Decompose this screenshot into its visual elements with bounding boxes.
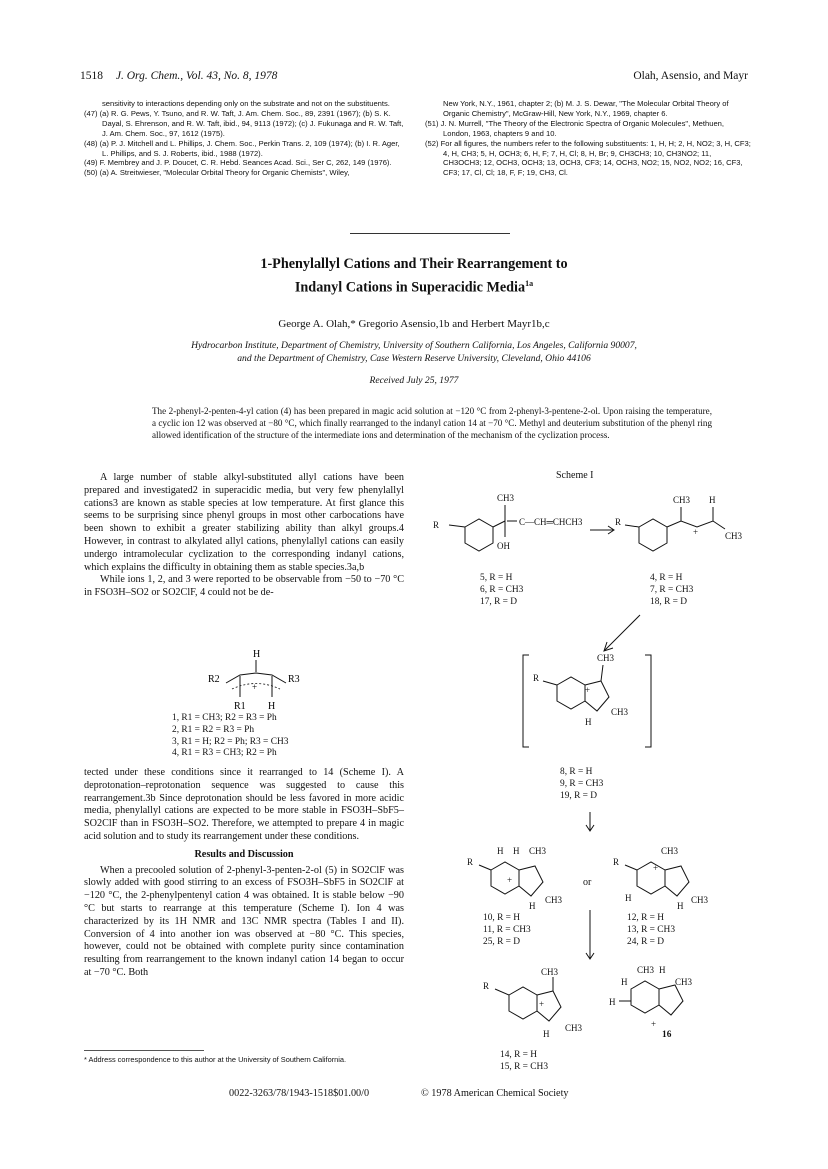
atom-label: CH3 [541, 967, 559, 977]
author-list: George A. Olah,* Gregorio Asensio,1b and Herbert Mayr1b,c [278, 318, 550, 330]
atom-label: H [621, 977, 628, 987]
reference: New York, N.Y., 1961, chapter 2; (b) M. J. S. Dewar, "The Molecular Orbital Theory of Organic Chemistry", McGraw-Hill, New York, N.Y., 1969, chapter 6. [443, 99, 729, 118]
ion-entry: 1, R1 = CH3; R2 = R3 = Ph [172, 713, 277, 723]
atom-label: R1 [234, 701, 246, 712]
footnote-rule [84, 1050, 204, 1051]
page-number: 1518 [80, 70, 103, 82]
atom-label: CH3 [545, 895, 563, 905]
abstract: The 2-phenyl-2-penten-4-yl cation (4) has been prepared in magic acid solution at −120 °C from 2-phenyl-3-pentene-2-ol. Upon raising the temperature, a cyclic ion 12 was observed at −80 °C, which finally rearranged to the indanyl cation 14 at −70 °C. Methyl and deuterium substitution of the phenyl ring allowed identification of the structure of the intermediate ions and determination of the mechanism of the cyclization process. [152, 406, 712, 441]
benzene-ring [557, 677, 585, 709]
compound-label: 18, R = D [650, 596, 688, 607]
reaction-arrow [605, 615, 640, 650]
reference: sensitivity to interactions depending only on the substrate and not on the substituents. [102, 99, 390, 108]
bond [625, 865, 637, 870]
scheme-diagram [425, 485, 755, 1045]
atom-label: R [433, 520, 440, 530]
bond [493, 521, 505, 527]
compound-label: 8, R = H [560, 767, 593, 777]
reference: (48) (a) P. J. Mitchell and L. Phillips, J. Chem. Soc., Perkin Trans. 2, 109 (1974); (b) I. R. Ager, L. Phillips, and S. J. Roberts, ibid., 1988 (1972). [84, 138, 400, 158]
compound-labels-14 [500, 1050, 548, 1074]
compound-labels-4 [650, 573, 693, 608]
correspondence-footnote: * Address correspondence to this author at the University of Southern California. [84, 1055, 347, 1064]
section-heading: Results and Discussion [194, 848, 294, 860]
atom-label: H [625, 893, 632, 903]
compound-label: 14, R = H [500, 1050, 538, 1060]
atom-label: H [268, 701, 276, 712]
atom-label: CH3 [597, 653, 615, 663]
atom-label: CH3 [675, 977, 693, 987]
atom-label: H [609, 997, 616, 1007]
bracket [523, 655, 529, 747]
atom-label: H [709, 495, 716, 505]
allyl-cation-structure [170, 645, 320, 715]
atom-label: H [543, 1029, 550, 1039]
paragraph: While ions 1, 2, and 3 were reported to be observable from −50 to −70 °C in FSO3H–SO2 or SO2ClF, 4 could not be de- [84, 574, 404, 599]
charge: + [252, 682, 258, 692]
atom-label: CH3 [529, 846, 547, 856]
atom-label: OH [497, 541, 510, 551]
six-membered-ring [637, 862, 665, 894]
section-divider [350, 233, 510, 234]
compound-labels-12 [627, 913, 675, 948]
compound-label: 4, R = H [650, 573, 683, 583]
affiliation [0, 340, 828, 365]
reference: (50) (a) A. Streitwieser, "Molecular Orbital Theory for Organic Chemists", Wiley, [84, 168, 350, 178]
five-membered-ring [659, 985, 683, 1015]
compound-labels-10 [483, 913, 531, 948]
compound-label: 5, R = H [480, 573, 513, 583]
compound-label: 17, R = D [480, 596, 518, 607]
compound-label: 11, R = CH3 [483, 924, 531, 935]
atom-label: R [467, 857, 474, 867]
references-right [425, 99, 751, 178]
atom-label: CH3 [725, 531, 743, 541]
ion-entry: 4, R1 = R3 = CH3; R2 = Ph [172, 748, 277, 759]
compound-label: 10, R = H [483, 913, 521, 923]
charge: + [653, 863, 659, 873]
atom-label: H [253, 649, 261, 660]
or-label: or [583, 877, 592, 888]
ion-entry: 2, R1 = R2 = R3 = Ph [172, 724, 255, 735]
six-membered-ring [631, 981, 659, 1013]
compound-label: 9, R = CH3 [560, 778, 604, 789]
atom-label: H [513, 846, 520, 856]
atom-label: CH3 [611, 707, 629, 717]
reference: (49) F. Membrey and J. P. Doucet, C. R. Hebd. Seances Acad. Sci., Ser C, 262, 149 (1976). [84, 158, 392, 168]
atom-label: CH3 [565, 1023, 583, 1033]
atom-label: C—CH═CHCH3 [519, 517, 583, 527]
atom-label: H [677, 901, 684, 911]
atom-label: CH3 [497, 493, 515, 503]
bond [479, 865, 491, 870]
journal-citation: J. Org. Chem., Vol. 43, No. 8, 1978 [115, 70, 278, 82]
atom-label: R [483, 981, 490, 991]
reference: (47) (a) R. G. Pews, Y. Tsuno, and R. W. Taft, J. Am. Chem. Soc., 89, 2391 (1967); (b) S. K. Dayal, S. Ehrenson, and R. W. Taft, ibid., 94, 9113 (1972); (c) J. Fukunaga and R. W. Taft, J. Am. Chem. Soc., 97, 1612 (1975). [84, 108, 404, 138]
five-membered-ring [519, 866, 543, 896]
running-header-left [80, 70, 277, 82]
compound-label: 25, R = D [483, 936, 521, 947]
charge: + [651, 1019, 657, 1029]
atom-label: H [497, 846, 504, 856]
running-header-authors: Olah, Asensio, and Mayr [633, 70, 748, 82]
compound-label: 12, R = H [627, 913, 665, 923]
charge: + [693, 527, 699, 537]
article-code: 0022-3263/78/1943-1518$01.00/0 [229, 1088, 370, 1099]
ion-entry: 3, R1 = H; R2 = Ph; R3 = CH3 [172, 736, 289, 747]
atom-label: R2 [208, 674, 220, 685]
atom-label: H [659, 965, 666, 975]
atom-label: H [529, 901, 536, 911]
bond [625, 525, 639, 527]
compound-label: 19, R = D [560, 790, 598, 801]
atom-label: CH3 [691, 895, 709, 905]
compound-label: 15, R = CH3 [500, 1061, 549, 1072]
bond [495, 989, 509, 995]
charge: + [539, 999, 545, 1009]
bond [601, 665, 603, 681]
bracket [645, 655, 651, 747]
compound-label: 13, R = CH3 [627, 924, 676, 935]
ion-list [172, 713, 288, 760]
reference: (51) J. N. Murrell, "The Theory of the Electronic Spectra of Organic Molecules", Methuen, London, 1963, chapters 9 and 10. [425, 118, 725, 138]
atom-label: R [533, 673, 540, 683]
five-membered-ring [665, 866, 689, 896]
paragraph: A large number of stable alkyl-substituted allyl cations have been prepared and investigated2 in superacidic media, but very few phenylallyl cations3 are known as stable species at low temperature. At first glance this seems to be surprising since phenyl groups in most other carbocations have been shown to exhibit a greater stabilizing ability than alkyl groups.4 However, in contrast to alkylated allyl cations, phenylallyl cations can easily undergo intramolecular cyclization to the corresponding indanyl cations, which explains the difficulty in obtaining them as stable species.3a,b [84, 472, 404, 573]
reference: (52) For all figures, the numbers refer to the following substituents: 1, H, H; 2, H, NO2; 3, H, CF3; 4, H, CH3; 5, H, OCH3; 6, H, F; 7, H, Cl; 8, H, Br; 9, CH3CH3; 10, CH3NO2; 11, CH3OCH3; 12, OCH3, OCH3; 13, OCH3, CF3; 14, OCH3, NO2; 15, NO2, NO2; 16, CF3, CF3; 17, Cl, Cl; 18, F, F; 19, CH3, Cl. [425, 138, 751, 178]
atom-label: CH3 [637, 965, 655, 975]
body-text-bottom [84, 767, 404, 980]
received-date: Received July 25, 1977 [369, 375, 459, 386]
atom-label: R [615, 517, 622, 527]
paragraph: tected under these conditions since it rearranged to 14 (Scheme I). A deprotonation–reprotonation sequence was suggested to cause this rearrangement.3b Since deprotonation should be less favored in more acidic media, phenylallyl cations are expected to be more stable in FSO3H–SbF5–SO2ClF than in FSO3H–SO2. Therefore, we attempted to prepare 4 in magic acid solution and to study its rearrangement under these conditions. [84, 767, 404, 842]
copyright: © 1978 American Chemical Society [421, 1088, 569, 1099]
charge: + [585, 685, 591, 695]
charge: + [507, 875, 513, 885]
compound-label: 24, R = D [627, 936, 665, 947]
bond [449, 525, 465, 527]
title-line-1: 1-Phenylallyl Cations and Their Rearrangement to [260, 256, 568, 272]
scheme-title: Scheme I [556, 470, 594, 481]
compound-label-16: 16 [662, 1030, 672, 1040]
compound-labels-8 [560, 767, 603, 802]
affiliation-line-2: and the Department of Chemistry, Case Western Reserve University, Cleveland, Ohio 44106 [237, 352, 591, 364]
article-title [0, 255, 828, 298]
paragraph: When a precooled solution of 2-phenyl-3-penten-2-ol (5) in SO2ClF was slowly added with good stirring to an excess of FSO3H–SbF5 in SO2ClF at −120 °C, the 2-phenylpentenyl cation 4 was obtained. It is stable below −90 °C but starts to rearrange at this temperature (Scheme I). Ion 4 was characterized by its 1H NMR and 13C NMR spectra (Tables I and II). Conversion of 4 into another ion was observed at −80 °C. This species, however, could not be obtained with complete purity since contamination resulting from rearrangement to the known indanyl cation 14 began to occur at −70 °C. Both [84, 864, 404, 978]
title-footnote-mark: 1a [525, 279, 534, 288]
bond [543, 681, 557, 685]
affiliation-line-1: Hydrocarbon Institute, Department of Chemistry, University of Southern California, Los Angeles, California 90007, [191, 340, 637, 351]
benzene-ring [465, 519, 493, 551]
atom-label: R [613, 857, 620, 867]
atom-label: CH3 [673, 495, 691, 505]
compound-label: 7, R = CH3 [650, 584, 694, 595]
atom-label: R3 [288, 674, 300, 685]
atom-label: H [585, 717, 592, 727]
references-left [84, 99, 406, 178]
body-text-top [84, 472, 404, 600]
benzene-ring [509, 987, 537, 1019]
atom-label: CH3 [661, 846, 679, 856]
compound-label: 6, R = CH3 [480, 584, 524, 595]
benzene-ring [639, 519, 667, 551]
title-line-2: Indanyl Cations in Superacidic Media [294, 279, 526, 296]
compound-labels-5 [480, 573, 523, 608]
six-membered-ring [491, 862, 519, 894]
